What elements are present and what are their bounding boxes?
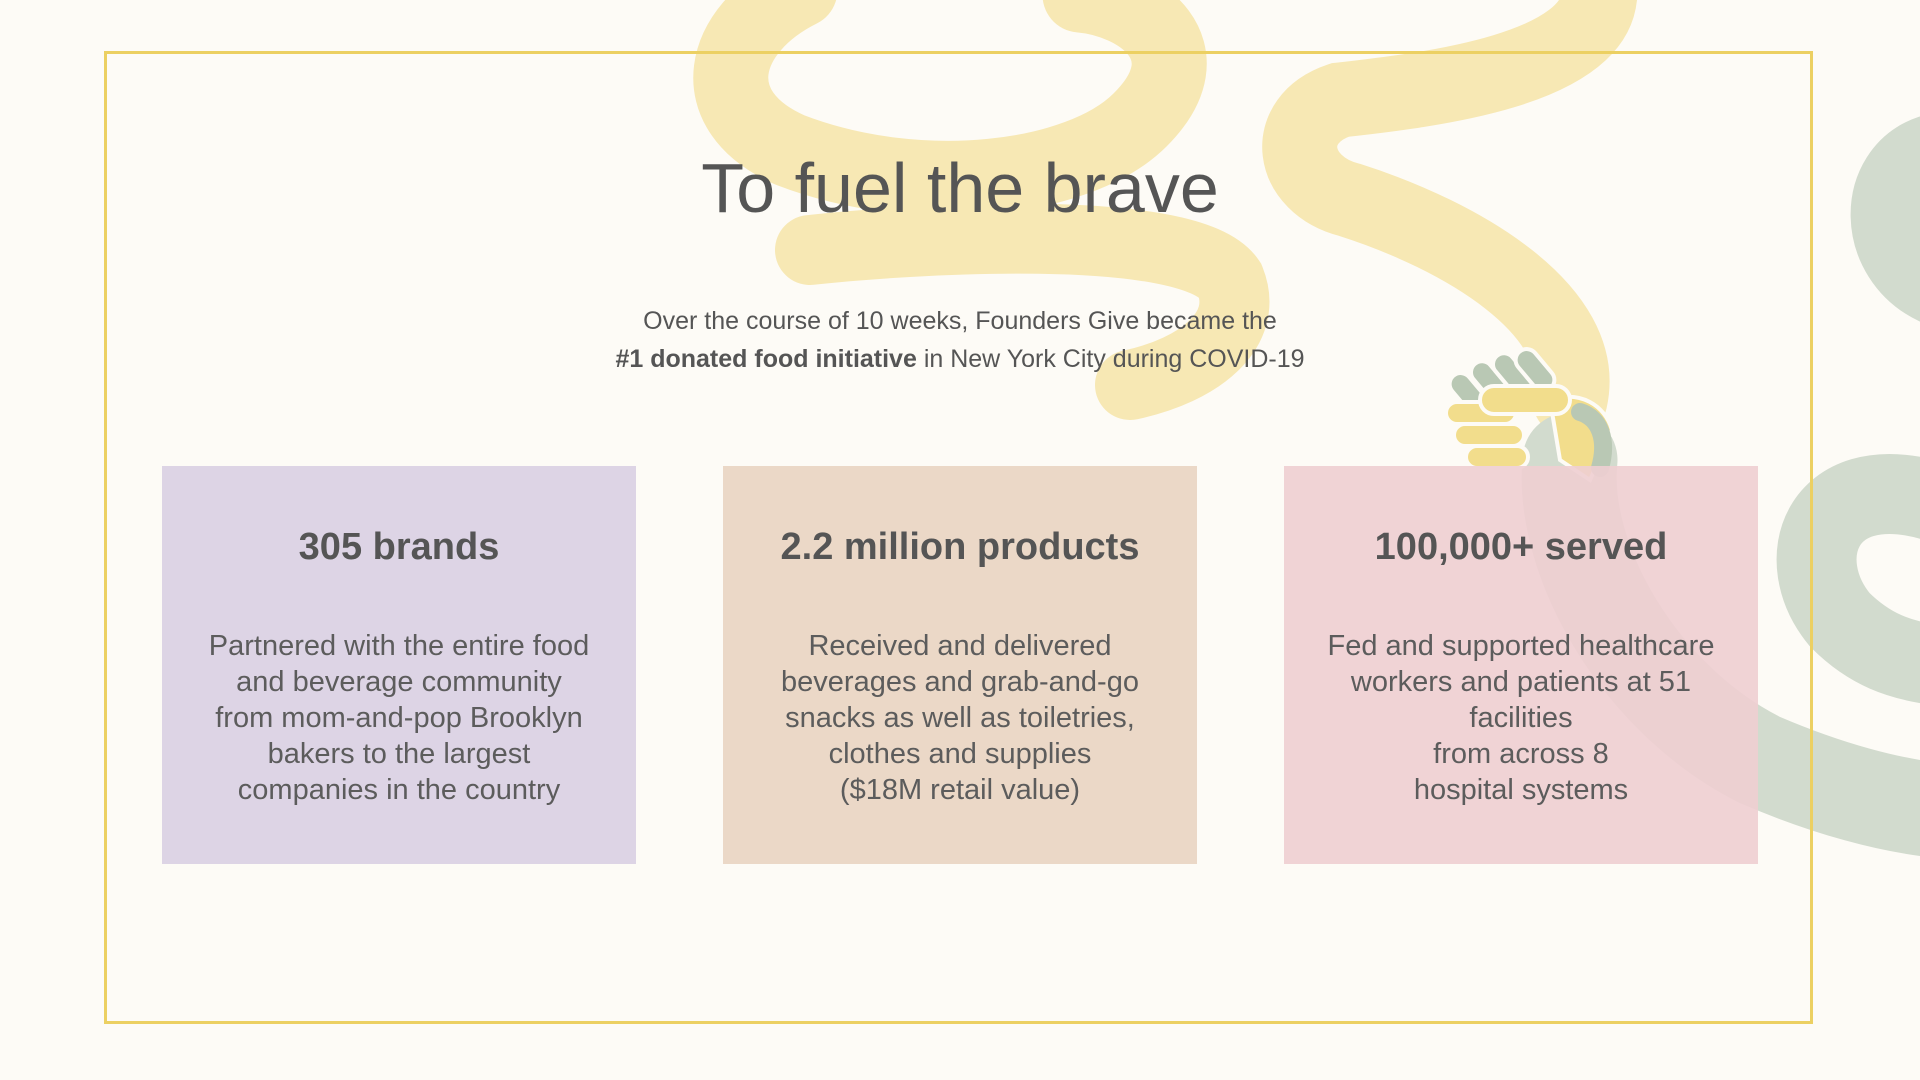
card-body (753, 628, 1167, 808)
subtitle-highlight: #1 donated food initiative (615, 345, 917, 373)
stat-card-served (1284, 466, 1758, 864)
card-heading: 305 brands (298, 526, 500, 568)
green-squiggle-bottom (1817, 494, 1920, 665)
card-body-line: from mom-and-pop Brooklyn (215, 702, 583, 734)
card-body-line: workers and patients at 51 (1350, 666, 1692, 698)
subtitle-line-1: Over the course of 10 weeks, Founders Give became the (643, 307, 1277, 335)
card-body (192, 628, 606, 808)
card-body-line: beverages and grab-and-go (781, 666, 1139, 698)
card-body-line: hospital systems (1413, 774, 1629, 806)
card-body-line: snacks as well as toiletries, (785, 702, 1135, 734)
page-title: To fuel the brave (701, 149, 1219, 227)
card-body-line: companies in the country (237, 774, 561, 806)
stat-card-products (723, 466, 1197, 864)
card-body-line: ($18M retail value) (839, 774, 1081, 806)
card-body-line: clothes and supplies (828, 738, 1092, 770)
stat-card-brands (162, 466, 636, 864)
card-heading: 2.2 million products (780, 526, 1140, 568)
card-body-line: Partnered with the entire food (208, 630, 590, 662)
card-body-line: bakers to the largest (267, 738, 531, 770)
card-body-line: and beverage community (236, 666, 562, 698)
subtitle (0, 302, 1920, 378)
card-body-line: Fed and supported healthcare (1327, 630, 1715, 662)
subtitle-line-2 (0, 340, 1920, 378)
card-heading: 100,000+ served (1374, 526, 1668, 568)
card-body-line: from across 8 (1433, 738, 1609, 770)
card-body-line: facilities (1469, 702, 1573, 734)
subtitle-line-2-rest: in New York City during COVID-19 (916, 345, 1305, 373)
card-body (1314, 628, 1728, 808)
card-body-line: Received and delivered (808, 630, 1112, 662)
